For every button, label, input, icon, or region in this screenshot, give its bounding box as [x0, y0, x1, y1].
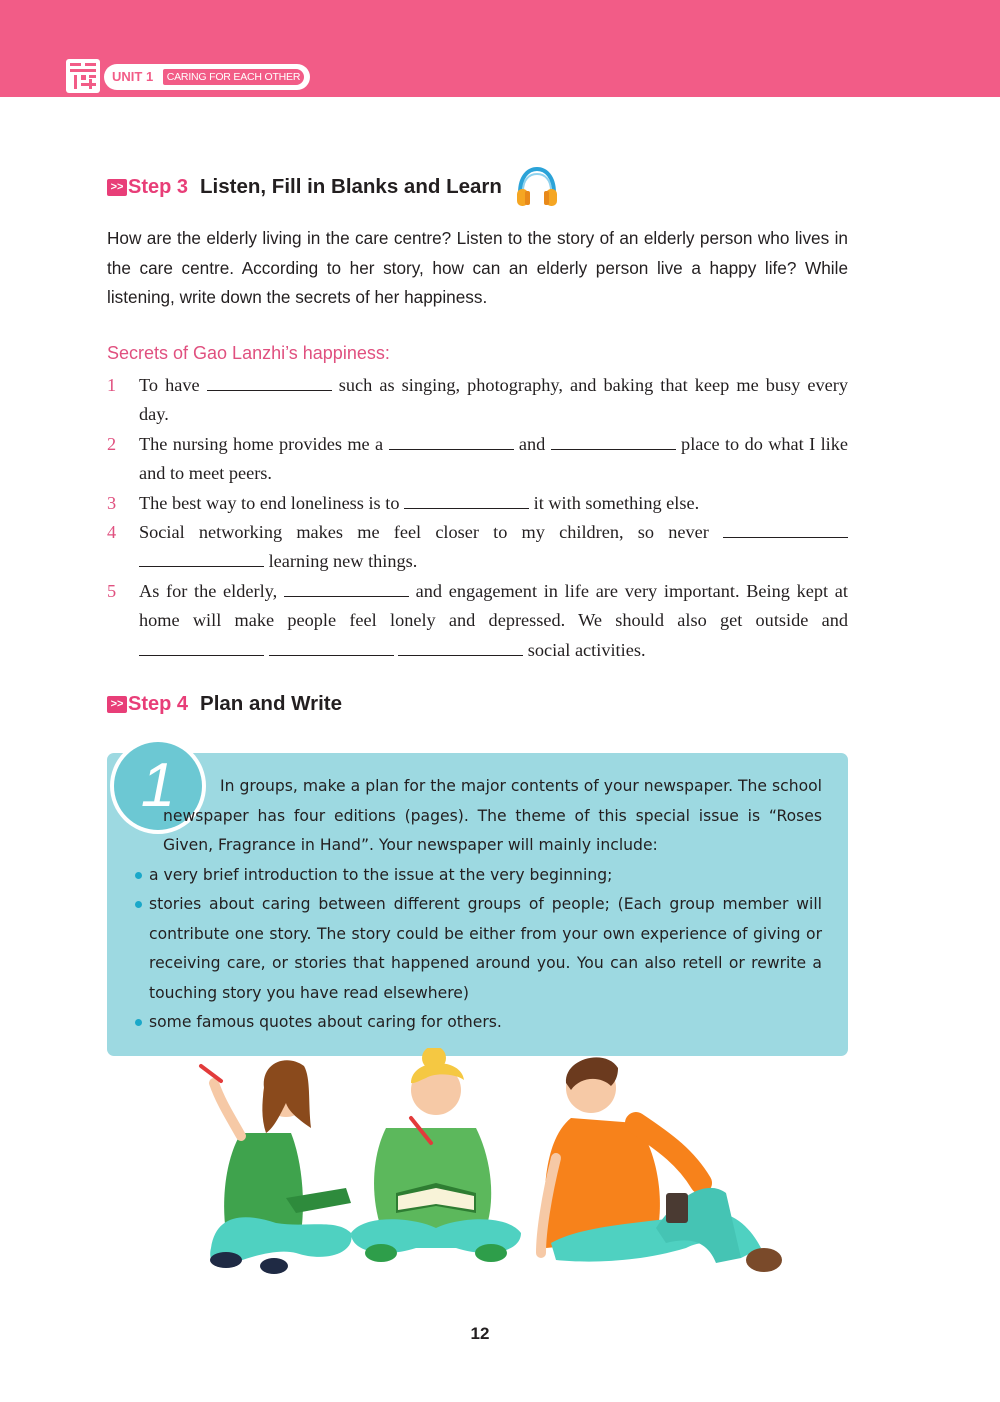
- orange-shirt-student-figure: [541, 1057, 782, 1272]
- item-number: 4: [107, 522, 117, 542]
- step3-intro: How are the elderly living in the care centre? Listen to the story of an elderly person who lives in the care centre. According to her story, how can an elderly person live a happy life? While listening, write down the secrets of her happiness.: [107, 228, 848, 307]
- headphones-icon: [514, 165, 560, 209]
- step4-title: Plan and Write: [200, 692, 343, 715]
- item-number: 2: [107, 434, 117, 454]
- double-chevron-icon: >>: [107, 179, 127, 196]
- item-text-part: social activities.: [527, 639, 646, 660]
- bullet-text: a very brief introduction to the issue at the very beginning;: [149, 865, 613, 884]
- item-text-part: and engagement in life are very important. Being kept at home will make people feel lonely and depressed. We should also get outside and: [139, 581, 848, 631]
- step3-title: Listen, Fill in Blanks and Learn: [200, 175, 502, 198]
- item-text-part: The nursing home provides me a: [139, 434, 384, 454]
- list-item: [149, 1008, 822, 1038]
- step4-label: Step 4: [128, 692, 189, 715]
- item-text: [139, 577, 848, 665]
- step3-heading: [107, 172, 560, 202]
- students-illustration: [186, 1048, 786, 1280]
- blank-item-3: [107, 489, 848, 518]
- item-text: [139, 371, 848, 430]
- answer-blank[interactable]: [207, 375, 332, 391]
- item-text-part: Social networking makes me feel closer to my children, so never: [139, 522, 709, 542]
- girl-student-figure: [201, 1060, 352, 1274]
- answer-blank[interactable]: [284, 581, 409, 597]
- item-number: 3: [107, 493, 117, 513]
- bullet-dot-icon: [135, 872, 142, 879]
- item-text-part: and: [518, 434, 546, 454]
- answer-blank[interactable]: [139, 640, 264, 656]
- answer-blank[interactable]: [389, 434, 514, 450]
- answer-blank[interactable]: [269, 640, 394, 656]
- page-number: 12: [470, 1324, 490, 1343]
- blank-item-4: [107, 518, 848, 577]
- unit-logo-icon: [66, 59, 100, 93]
- item-text-part: such as singing, photography, and baking that keep me busy every day.: [139, 375, 848, 425]
- list-item: [149, 890, 822, 1008]
- plan-intro: In groups, make a plan for the major contents of your newspaper. The school newspaper has four editions (pages). The theme of this special issue is “Roses Given, Fragrance in Hand”. Your newspaper will mainly include:: [163, 777, 822, 854]
- step3-tag: [107, 176, 188, 199]
- bullet-dot-icon: [135, 901, 142, 908]
- double-chevron-icon: >>: [107, 696, 127, 713]
- blank-item-5: [107, 577, 848, 665]
- step4-heading: [107, 689, 342, 719]
- answer-blank[interactable]: [139, 551, 264, 567]
- item-number: 1: [107, 375, 117, 395]
- blank-item-2: [107, 430, 848, 489]
- reading-student-figure: [351, 1048, 521, 1262]
- item-text-part: The best way to end loneliness is to: [139, 493, 400, 513]
- step4-tag: [107, 693, 188, 716]
- secrets-heading: Secrets of Gao Lanzhi’s happiness:: [107, 343, 390, 363]
- bullet-text: stories about caring between different groups of people; (Each group member will contribute one story. The story could be either from your own experience of giving or receiving care, or stories that happened around you. You can also retell or rewrite a touching story you have read elsewhere): [149, 895, 822, 1002]
- plan-instructions: [149, 772, 822, 1038]
- unit-title: CARING FOR EACH OTHER: [163, 69, 304, 85]
- task-number: 1: [140, 751, 176, 820]
- item-text-part: As for the elderly,: [139, 581, 278, 601]
- blank-item-1: [107, 371, 848, 430]
- item-text: [139, 518, 848, 577]
- answer-blank[interactable]: [723, 522, 848, 538]
- item-text: [139, 430, 848, 489]
- bullet-dot-icon: [135, 1019, 142, 1026]
- unit-pill: [104, 64, 310, 90]
- answer-blank[interactable]: [551, 434, 676, 450]
- item-text: [139, 489, 848, 518]
- item-text-part: it with something else.: [533, 493, 700, 513]
- item-number: 5: [107, 581, 117, 601]
- list-item: [149, 861, 822, 891]
- item-text-part: To have: [139, 375, 200, 395]
- unit-number: UNIT 1: [112, 69, 154, 84]
- answer-blank[interactable]: [404, 493, 529, 509]
- step3-label: Step 3: [128, 175, 189, 198]
- plan-bullets: [149, 861, 822, 1038]
- bullet-text: some famous quotes about caring for others.: [149, 1013, 502, 1031]
- item-text-part: place to do what I like and to meet peers.: [139, 434, 848, 484]
- item-text-part: learning new things.: [268, 551, 418, 572]
- answer-blank[interactable]: [398, 640, 523, 656]
